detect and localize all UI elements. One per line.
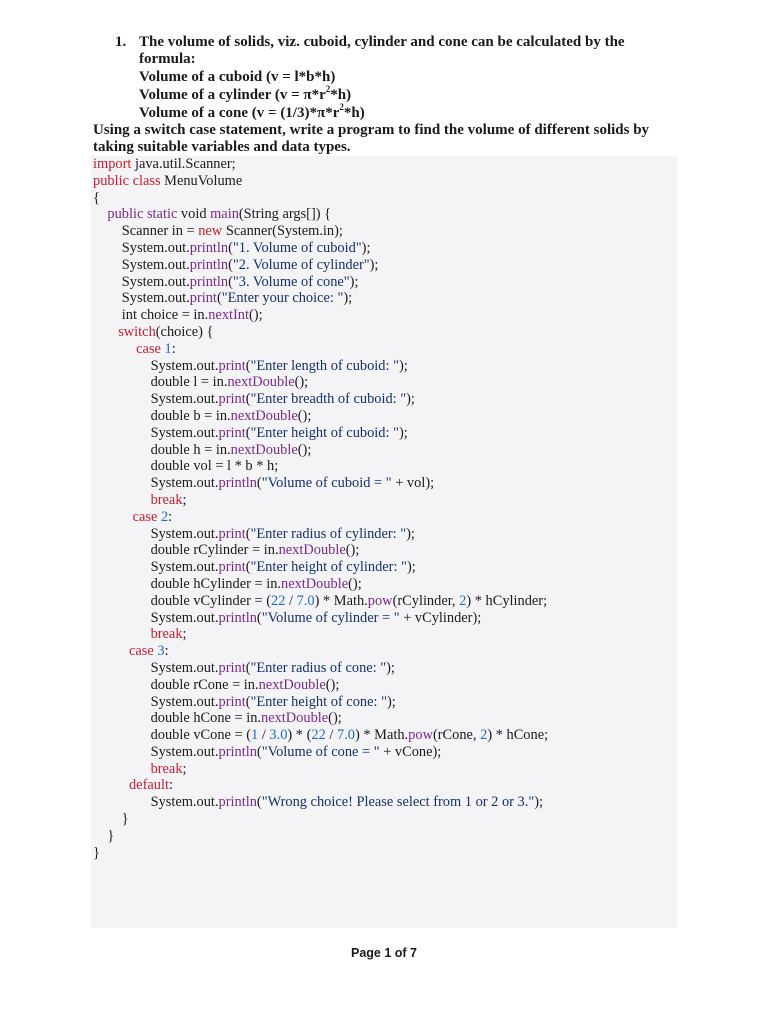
code-token: double rCylinder = in. [93,542,279,559]
code-token: "Enter height of cuboid: " [250,424,399,441]
code-line [93,576,673,593]
code-token: print [218,391,246,408]
code-token: int choice = in. [93,307,209,324]
code-line [93,307,673,324]
code-line [93,458,673,475]
code-token: println [218,475,257,492]
code-token: } [93,827,115,844]
code-token: ); [534,794,544,811]
code-token: } [93,811,129,828]
code-token: ( [245,559,251,576]
code-token: System.out. [93,357,219,374]
code-token: main [210,206,239,223]
code-token: "Enter radius of cylinder: " [250,525,407,542]
code-token: double l = in. [93,374,228,391]
code-token: ( [228,273,233,290]
code-token: ( [228,239,233,256]
code-token: "Enter breadth of cuboid: " [250,391,407,408]
code-line [93,240,673,257]
code-line [93,626,673,643]
code-token: System.out. [93,693,219,710]
code-token: / [258,727,270,744]
code-token: ); [386,659,395,676]
code-token: pow [367,592,393,609]
code-token: (rCone, [432,727,481,744]
code-token: System.out. [93,256,190,273]
code-line [93,156,673,173]
code-token: default [128,777,169,794]
code-line [93,677,673,694]
code-token: ) * Math. [314,592,368,609]
code-token: "Volume of cylinder = " [261,609,400,626]
code-token: + vCone); [379,743,442,760]
code-line [93,425,673,442]
code-token: "Enter your choice: " [221,290,344,307]
formula-cylinder: Volume of a cylinder $(v = \pi*r^2*h)$ [139,83,352,103]
code-token: "Volume of cone = " [261,743,380,760]
code-line [93,559,673,576]
code-line [93,761,673,778]
code-token [93,206,107,222]
code-line [93,190,673,207]
code-token: ); [369,256,379,273]
code-token: ); [398,357,408,374]
code-token: 3 [157,643,165,660]
code-line [93,358,673,375]
code-token: : [171,340,176,357]
code-token: (); [325,676,340,693]
code-token: ( [245,659,251,676]
code-token: break [150,760,183,777]
code-line [93,509,673,526]
code-token: System.out. [93,475,219,492]
code-token: nextDouble [227,374,295,391]
code-token: ; [182,760,187,777]
code-token: print [218,693,246,710]
code-line [93,694,673,711]
code-token: System.out. [93,424,219,441]
code-token: Scanner in = [93,223,199,240]
code-block [93,156,673,861]
code-token: ( [256,794,262,811]
code-token: "Enter radius of cone: " [250,659,387,676]
code-token: double h = in. [93,441,231,458]
code-token: (); [249,307,263,324]
code-token: new [198,223,223,240]
code-token: println [218,794,257,811]
code-line [93,290,673,307]
code-token: System.out. [93,239,190,256]
code-token: System.out. [93,290,190,307]
page-number: Page 1 of 7 [351,946,417,960]
code-token: ); [343,290,353,307]
code-token: 22 [311,727,326,744]
code-line [93,744,673,761]
code-token: double b = in. [93,407,231,424]
instruction-text: Using a switch case statement, write a program to find the volume of different solids by taking suitable variables and data types. [93,122,650,155]
code-token: ); [406,559,416,576]
code-token: nextDouble [258,676,326,693]
code-token: System.out. [93,525,219,542]
code-token: print [218,424,246,441]
code-token: : [164,643,169,660]
code-token: "Enter height of cone: " [250,693,387,710]
code-line [93,442,673,459]
code-token: void [177,206,211,223]
code-token: 2 [480,727,488,744]
code-token: ) * Math. [355,727,409,744]
code-token: System.out. [93,743,219,760]
code-line [93,526,673,543]
code-token: 7.0 [337,727,355,744]
code-line [93,794,673,811]
code-token: nextDouble [230,441,298,458]
code-token: 1 [251,727,259,744]
code-token: ( [245,357,251,374]
code-token: break [150,626,183,643]
code-token: (rCylinder, [392,592,460,609]
question-number: 1. [115,34,127,50]
code-token: ); [386,693,396,710]
code-token: System.out. [93,659,219,676]
code-token: case [132,508,158,525]
code-line [93,324,673,341]
code-token: ( [256,475,262,492]
code-token [93,341,136,357]
code-token: import [93,156,132,172]
question-block [115,34,675,122]
code-line [93,660,673,677]
code-token: double vCylinder = ( [93,592,271,609]
code-token: "Volume of cuboid = " [261,475,392,492]
code-token: System.out. [93,273,190,290]
code-token: System.out. [93,391,219,408]
code-token: case [128,643,154,660]
code-token: print [218,659,246,676]
code-token: / [285,592,297,609]
code-line [93,391,673,408]
code-token: println [218,609,257,626]
code-token [93,777,129,793]
code-token: ( [256,743,262,760]
code-token: print [218,357,246,374]
code-token: ); [406,525,415,542]
code-line [93,223,673,240]
code-token: nextInt [208,307,249,324]
code-token: public class [93,172,161,189]
code-token: MenuVolume [160,172,243,189]
code-line [93,408,673,425]
code-token: 2 [160,508,169,525]
code-line [93,475,673,492]
formula-cone: Volume of a cone $(v = (1/3)*\pi*r^2*h)$ [139,101,365,121]
code-token: ( [245,525,251,542]
code-token: System.out. [93,609,219,626]
code-token: switch [118,323,156,340]
code-token: println [218,743,257,760]
code-token: ); [349,273,359,290]
code-token: ( [256,609,262,626]
code-token: (); [345,542,360,559]
code-line [93,710,673,727]
code-token: (); [297,441,312,458]
code-token: : [168,508,173,525]
code-token: print [218,525,246,542]
code-token: ( [216,290,222,307]
code-token: print [218,559,246,576]
code-token: (choice) { [155,323,214,340]
code-line [93,610,673,627]
code-token: double vCone = ( [93,727,252,744]
code-token: nextDouble [278,542,346,559]
code-token: 3.0 [269,727,288,744]
formula-cuboid: Volume of a cuboid (v = l*b*h) [139,68,336,85]
code-token: ) * hCylinder; [466,592,548,609]
code-token: nextDouble [261,710,329,727]
code-token: double vol = l * b * h; [93,458,279,475]
code-token: ( [245,424,251,441]
code-token: ) * hCone; [487,727,549,744]
code-token: ); [406,391,415,408]
code-line [93,828,673,845]
code-token: System.out. [93,794,219,811]
code-token: ); [361,239,371,256]
code-token: ; [182,491,187,508]
code-line [93,593,673,610]
code-token [93,509,133,525]
code-token: (); [348,575,362,592]
code-token [93,761,151,777]
code-token: ( [228,256,233,273]
code-line [93,173,673,190]
code-token: print [189,290,217,307]
code-token: double hCylinder = in. [93,575,281,592]
code-token: 2 [459,592,467,609]
code-line [93,257,673,274]
code-token [93,643,129,659]
code-token [93,492,151,508]
code-token: } [93,844,100,861]
code-token: println [189,273,229,290]
code-token: case [136,340,161,357]
code-token: Scanner(System.in); [222,223,343,240]
code-token: public static [107,206,178,223]
code-token: "Wrong choice! Please select from 1 or 2 or 3." [261,794,535,811]
code-token: "3. Volume of cone" [232,273,350,290]
code-token: 7.0 [296,592,315,609]
code-token: "1. Volume of cuboid" [232,239,362,256]
code-token: System.out. [93,559,219,576]
code-token: double hCone = in. [93,710,262,727]
code-token: pow [408,727,433,744]
code-line [93,643,673,660]
code-token: / [325,727,337,744]
code-line [93,777,673,794]
code-token: (); [294,374,309,391]
code-line [93,727,673,744]
code-token: (String args[]) { [238,206,332,223]
code-token: + vCylinder); [399,609,482,626]
code-token: ( [245,391,251,408]
code-token [93,324,118,340]
code-token: 22 [271,592,286,609]
code-line [93,206,673,223]
code-token: : [168,777,173,794]
code-token: "Enter length of cuboid: " [250,357,399,374]
code-token: ; [182,626,187,643]
question-intro: The volume of solids, viz. cuboid, cylinder and cone can be calculated by the formula: [139,34,625,67]
code-token: nextDouble [230,407,298,424]
code-token: break [150,491,183,508]
code-token [93,626,151,642]
code-token: 1 [164,340,172,357]
code-line [93,492,673,509]
code-line [93,341,673,358]
code-token: ) * ( [287,727,312,744]
code-line [93,374,673,391]
code-line [93,274,673,291]
code-token: println [189,256,229,273]
code-token: println [189,239,229,256]
code-token: (); [328,710,342,727]
code-token: ( [245,693,251,710]
code-line [93,542,673,559]
code-token: java.util.Scanner; [131,156,236,172]
code-token: (); [297,407,312,424]
code-token: double rCone = in. [93,676,259,693]
code-token: + vol); [391,475,435,492]
code-token: "Enter height of cylinder: " [250,559,407,576]
code-line [93,811,673,828]
code-token: "2. Volume of cylinder" [232,256,370,273]
code-token: ); [398,424,408,441]
code-token: { [93,189,100,206]
code-token: nextDouble [281,575,349,592]
code-line [93,845,673,862]
